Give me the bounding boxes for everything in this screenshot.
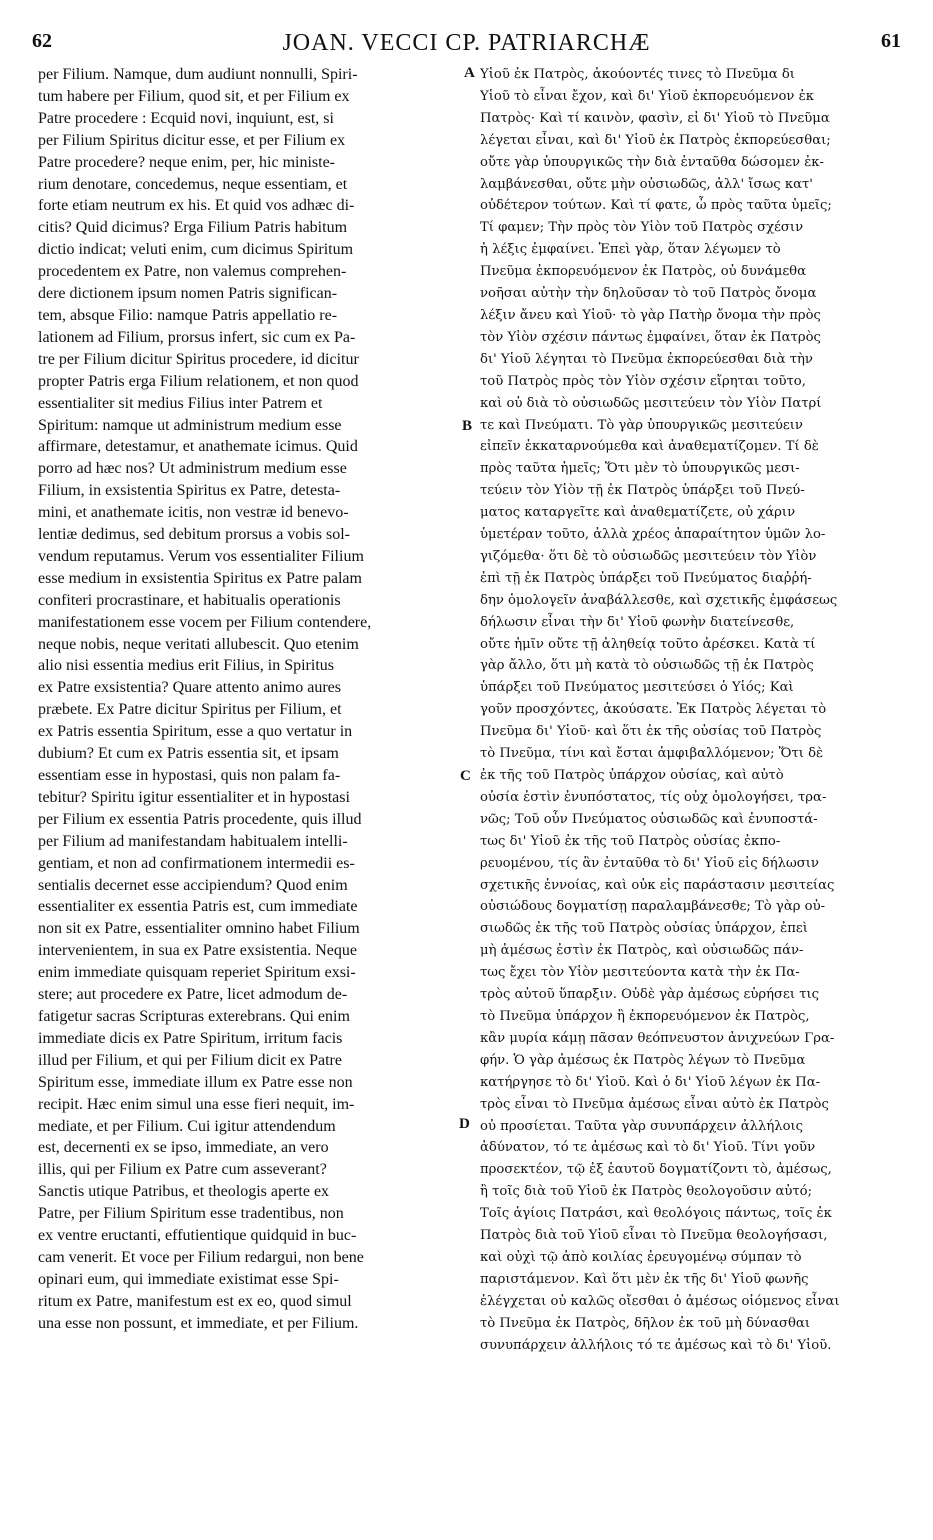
greek-text-line: τὸ Πνεῦμα ἐκ Πατρὸς, δῆλον ἐκ τοῦ μὴ δύνασθαι: [480, 1315, 810, 1331]
greek-text-line: οὐδέτερον τούτων. Καὶ τί φατε, ὦ πρὸς ταῦτα ὑμεῖς;: [480, 198, 832, 214]
latin-text-line: immediate dicis ex Patre Spiritum, irritum facis: [38, 1029, 343, 1047]
greek-text-line: λέξιν ἄνευ καὶ Υἱοῦ· τὸ γὰρ Πατὴρ ὄνομα τὴν πρὸς: [480, 307, 821, 323]
latin-text-line: esse medium in exsistentia Spiritus ex Patre palam: [38, 569, 362, 587]
latin-text-line: est, decernenti ex se ipso, immediate, an vero: [38, 1139, 329, 1157]
latin-text-line: essentialiter sit medius Filius inter Patrem et: [38, 394, 323, 412]
greek-text-line: γοῦν προσχόντες, ἀκούσατε. Ἐκ Πατρὸς λέγεται τὸ: [480, 702, 827, 718]
greek-text-line: ὑπάρξει τοῦ Πνεύματος μεσιτεύσει ὁ Υἱός; Καὶ: [480, 680, 794, 696]
latin-text-line: vendum reputamus. Verum vos essentialiter Filium: [38, 547, 364, 565]
greek-text-line: νοῆσαι αὐτὴν τὴν δηλοῦσαν τὸ τοῦ Πατρὸς ὄνομα: [480, 286, 817, 302]
page-number-right: 61: [881, 30, 901, 52]
latin-column: [38, 64, 458, 1335]
greek-text-line: οὐ προσίεται. Ταῦτα γὰρ συνυπάρχειν ἀλλήλοις: [480, 1118, 804, 1134]
latin-text-line: tre per Filium dicitur Spiritus procedere, id dicitur: [38, 350, 359, 368]
greek-text-line: καὶ οὐ διὰ τὸ οὐσιωδῶς μεσιτεύειν τὸν Υἱὸν Πατρί: [480, 395, 822, 411]
greek-text-line: προσεκτέον, τῷ ἐξ ἑαυτοῦ δογματίζοντι τὸ, ἀμέσως,: [480, 1162, 832, 1178]
greek-text-line: οὐσιώδους δογματίσῃ παραλαμβάνεσθε; Τὸ γὰρ οὐ-: [480, 899, 826, 915]
latin-text-line: dictio indicat; veluti enim, cum dicimus Spiritum: [38, 241, 354, 259]
greek-text-line: λαμβάνεσθαι, οὔτε μὴν οὐσιωδῶς, ἀλλ' ἴσως κατ': [480, 176, 813, 192]
latin-text-line: rium denotare, concedemus, neque essentiam, et: [38, 175, 348, 193]
greek-text-line: σχετικῆς ἐννοίας, καὶ οὐκ εἰς παράστασιν μεσιτείας: [480, 877, 835, 893]
greek-text-line: Υἱοῦ τὸ εἶναι ἔχον, καὶ δι' Υἱοῦ ἐκπορευόμενον ἐκ: [480, 88, 814, 104]
greek-text-line: ἢ τοῖς διὰ τοῦ Υἱοῦ ἐκ Πατρὸς θεολογοῦσιν αὐτό;: [480, 1184, 813, 1200]
latin-text-line: per Filium ex essentia Patris procedente, quis illud: [38, 810, 362, 828]
latin-text-line: Spiritum: namque ut administrum medium esse: [38, 416, 342, 434]
margin-letter-a: A: [464, 65, 475, 81]
latin-text-line: tum habere per Filium, quod sit, et per Filium ex: [38, 87, 350, 105]
greek-text-line: κατήργησε τὸ δι' Υἱοῦ. Καὶ ὁ δι' Υἱοῦ λέγων ἐκ Πα-: [480, 1074, 821, 1090]
latin-text-line: non sit ex Patre, essentialiter omnino habet Filium: [38, 920, 360, 938]
latin-text-line: dubium? Et cum ex Patris essentia sit, et ipsam: [38, 745, 339, 763]
margin-letter-b: B: [462, 418, 473, 434]
latin-text-line: Patre procedere? neque enim, per, hic ministe-: [38, 153, 336, 171]
greek-text-line: ἀδύνατον, τό τε ἀμέσως καὶ τὸ δι' Υἱοῦ. Τίνι γοῦν: [480, 1140, 816, 1156]
latin-text-line: mini, et anathemate icitis, non vestræ id benevo-: [38, 504, 349, 522]
greek-text-line: οὔτε γὰρ ὑπουργικῶς τὴν διὰ ἐνταῦθα δώσομεν ἐκ-: [480, 154, 825, 170]
latin-text-line: gentiam, et non ad confirmationem intermedii es-: [38, 854, 355, 872]
greek-text-line: κἂν μυρία κάμῃ πᾶσαν θεόπνευστον ἀνιχνεύων Γρα-: [480, 1030, 835, 1046]
latin-text-line: per Filium Spiritus dicitur esse, et per Filium ex: [38, 131, 346, 149]
greek-text-line: ἐπὶ τῇ ἐκ Πατρὸς ὑπάρξει τοῦ Πνεύματος διαῤῥή-: [480, 570, 812, 586]
latin-text-line: lentiæ dedimus, sed debitum prorsus a vobis sol-: [38, 526, 350, 544]
latin-text-line: alio nisi essentia medius erit Filius, in Spiritus: [38, 657, 334, 675]
greek-text-line: τε καὶ Πνεύματι. Τὸ γὰρ ὑπουργικῶς μεσιτεύειν: [480, 417, 803, 433]
latin-text-line: forte etiam neutrum ex his. Et quid vos adhæc di-: [38, 197, 355, 215]
greek-text-line: τρὸς εἶναι τὸ Πνεῦμα ἀμέσως εἶναι αὐτὸ ἐκ Πατρὸς: [480, 1096, 829, 1112]
latin-text-line: Patre, per Filium Spiritum esse tradentibus, non: [38, 1205, 344, 1223]
latin-text-line: una esse non possunt, et immediate, et per Filium.: [38, 1314, 359, 1332]
page-header: [30, 30, 903, 60]
greek-text-line: νῶς; Τοῦ οὖν Πνεύματος οὐσιωδῶς καὶ ἐνυποστά-: [480, 811, 818, 827]
latin-text-line: Filium, in exsistentia Spiritus ex Patre, detesta-: [38, 482, 341, 500]
latin-text-line: cam venerit. Et voce per Filium redargui, non bene: [38, 1248, 364, 1266]
greek-text-line: εἰπεῖν ἐκκαταρνούμεθα καὶ ἀναθεματίζομεν. Τί δὲ: [480, 439, 819, 455]
latin-text-line: affirmare, detestamur, et anathemate icimus. Quid: [38, 438, 358, 456]
greek-text-line: οὔτε ἡμῖν οὔτε τῇ ἀληθείᾳ τοῦτο ἀρέσκει. Κατὰ τί: [480, 636, 816, 652]
latin-text-line: præbete. Ex Patre dicitur Spiritus per Filium, et: [38, 701, 342, 719]
greek-text-line: τεύειν τὸν Υἱὸν τῇ ἐκ Πατρὸς ὑπάρξει τοῦ Πνεύ-: [480, 483, 805, 499]
latin-text-line: ex Patris essentia Spiritum, esse a quo vertatur in: [38, 723, 353, 741]
greek-text-line: τως ἔχει τὸν Υἱὸν μεσιτεύοντα κατὰ τὴν ἐκ Πα-: [480, 965, 800, 981]
greek-text-line: Υἱοῦ ἐκ Πατρὸς, ἀκούοντές τινες τὸ Πνεῦμα δι: [480, 67, 795, 82]
latin-text-line: essentiam esse in hypostasi, quis non palam fa-: [38, 767, 341, 784]
greek-text-line: ὑμετέραν τοῦτο, ἀλλὰ χρέος ἀπαραίτητον ὑμῶν λο-: [480, 527, 826, 543]
greek-text-line: Πατρὸς· Καὶ τί καινὸν, φασὶν, εἰ δι' Υἱοῦ τὸ Πνεῦμα: [480, 110, 830, 126]
greek-text-line: γὰρ ἄλλο, ὅτι μὴ κατὰ τὸ οὐσιωδῶς τῇ ἐκ Πατρὸς: [480, 658, 814, 674]
greek-text-line: σιωδῶς ἐκ τῆς τοῦ Πατρὸς οὐσίας ὑπάρχον, ἐπεὶ: [480, 921, 808, 937]
latin-text-line: Sanctis utique Patribus, et theologis aperte ex: [38, 1183, 330, 1201]
running-title: JOAN. VECCI CP. PATRIARCHÆ: [282, 30, 651, 56]
latin-text-line: manifestationem esse vocem per Filium contendere,: [38, 613, 372, 631]
greek-text-line: Τί φαμεν; Τὴν πρὸς τὸν Υἱὸν τοῦ Πατρὸς σχέσιν: [480, 220, 804, 236]
latin-text-line: Spiritum esse, immediate illum ex Patre esse non: [38, 1073, 353, 1091]
page-number-left: 62: [32, 30, 52, 52]
latin-text-line: recipit. Hæc enim simul una esse fieri nequit, im-: [38, 1095, 355, 1113]
latin-text-line: intervenientem, in sua ex Patre exsistentia. Neque: [38, 942, 358, 960]
margin-letter-d: D: [459, 1116, 470, 1132]
latin-text-line: enim immediate quisquam reperiet Spiritum exsi-: [38, 964, 356, 982]
greek-text-line: συνυπάρχειν ἀλλήλοις τό τε ἀμέσως καὶ τὸ δι' Υἱοῦ.: [480, 1337, 832, 1353]
latin-text-line: essentialiter ex essentia Patris est, cum immediate: [38, 898, 358, 916]
latin-text-line: ex ventre eructanti, effutientique quidquid in buc-: [38, 1227, 357, 1245]
greek-text-line: φήν. Ὁ γὰρ ἀμέσως ἐκ Πατρὸς λέγων τὸ Πνεῦμα: [480, 1052, 806, 1068]
greek-text-line: καὶ οὐχὶ τῷ ἀπὸ κοιλίας ἐρευγομένῳ σύμπαν τὸ: [480, 1249, 802, 1265]
greek-text-line: τρὸς αὐτοῦ ὕπαρξιν. Οὐδὲ γὰρ ἀμέσως εὑρήσει τις: [480, 987, 820, 1003]
greek-text-line: τὸ Πνεῦμα ὑπάρχον ἢ ἐκπορευόμενον ἐκ Πατρὸς,: [480, 1008, 810, 1024]
greek-text-line: τως δι' Υἱοῦ ἐκ τῆς τοῦ Πατρὸς οὐσίας ἐκπο-: [480, 833, 781, 849]
latin-text-line: neque nobis, neque veritati allubescit. Quo etenim: [38, 635, 359, 653]
latin-text-line: dere dictionem ipsum nomen Patris significan-: [38, 285, 338, 303]
latin-text-line: procedentem ex Patre, non valemus comprehen-: [38, 263, 347, 281]
greek-text-line: πρὸς ταῦτα ἡμεῖς; Ὅτι μὲν τὸ ὑπουργικῶς μεσι-: [480, 461, 800, 477]
latin-text-line: illis, qui per Filium ex Patre cum asseverant?: [38, 1161, 327, 1179]
greek-text-line: ρευομένου, τίς ἂν ἐνταῦθα τὸ δι' Υἱοῦ εἰς δήλωσιν: [480, 855, 819, 871]
latin-text-line: mediate, et per Filium. Cui igitur attendendum: [38, 1117, 336, 1135]
greek-text-line: τὸν Υἱὸν σχέσιν πάντως ἐμφαίνει, ὅταν ἐκ Πατρὸς: [480, 329, 821, 345]
latin-text-line: illud per Filium, et qui per Filium dicit ex Patre: [38, 1051, 342, 1069]
latin-text-line: ex Patre exsistentia? Quare attento animo aures: [38, 679, 341, 697]
latin-text-line: tebitur? Spiritu igitur essentialiter et in hypostasi: [38, 788, 350, 806]
greek-text-line: Τοῖς ἁγίοις Πατράσι, καὶ θεολόγοις πάντως, τοῖς ἐκ: [480, 1206, 832, 1222]
latin-text-line: Patre procedere : Ecquid novi, inquiunt, est, si: [38, 109, 334, 127]
latin-text-line: per Filium ad manifestandam habitualem intelli-: [38, 832, 348, 850]
greek-text-line: λέγεται εἶναι, καὶ δι' Υἱοῦ ἐκ Πατρὸς ἐκπορεύεσθαι;: [480, 132, 831, 148]
latin-text-line: opinari eum, qui immediate existimat esse Spi-: [38, 1270, 339, 1288]
greek-text-line: γιζόμεθα· ὅτι δὲ τὸ οὐσιωδῶς μεσιτεύειν τὸν Υἱὸν: [480, 548, 817, 564]
greek-text-line: παριστάμενον. Καὶ ὅτι μὲν ἐκ τῆς δι' Υἱοῦ φωνῆς: [480, 1271, 809, 1287]
greek-text-line: Πατρὸς διὰ τοῦ Υἱοῦ εἶναι τὸ Πνεῦμα θεολογήσασι,: [480, 1228, 828, 1244]
greek-text-line: μὴ ἀμέσως ἐστὶν ἐκ Πατρὸς, καὶ οὐσιωδῶς πάν-: [480, 943, 804, 959]
greek-text-line: τὸ Πνεῦμα, τίνι καὶ ἔσται ἀμφιβαλλόμενον; Ὅτι δὲ: [480, 746, 824, 762]
greek-text-line: ἐκ τῆς τοῦ Πατρὸς ὑπάρχον οὐσίας, καὶ αὐτὸ: [480, 768, 784, 783]
latin-text-line: stere; aut procedere ex Patre, licet admodum de-: [38, 986, 348, 1004]
greek-text-line: Πνεῦμα ἐκπορευόμενον ἐκ Πατρὸς, οὐ δυνάμεθα: [480, 264, 807, 280]
latin-text-line: ritum ex Patre, manifestum est ex eo, quod simul: [38, 1292, 352, 1310]
greek-text-line: δην ὁμολογεῖν ἀναβάλλεσθε, καὶ σχετικῆς ἐμφάσεως: [480, 592, 838, 608]
greek-column: [480, 64, 908, 1356]
latin-text-line: tem, absque Filio: namque Patris appellatio re-: [38, 306, 338, 324]
latin-text-line: lationem ad Filium, prorsus infert, sic cum ex Pa-: [38, 328, 356, 346]
greek-text-line: Πνεῦμα δι' Υἱοῦ· καὶ ὅτι ἐκ τῆς οὐσίας τοῦ Πατρὸς: [480, 724, 822, 740]
latin-text-line: porro ad hæc nos? Ut administrum medium esse: [38, 460, 347, 478]
latin-text-line: sentialis decernet esse accipiendum? Quod enim: [38, 876, 348, 894]
greek-text-line: ἡ λέξις ἐμφαίνει. Ἐπεὶ γὰρ, ὅταν λέγωμεν τὸ: [480, 242, 781, 258]
greek-text-line: ματος καταργεῖτε καὶ ἀναθεματίζετε, οὐ χάριν: [480, 505, 796, 521]
greek-text-line: οὐσία ἐστὶν ἐνυπόστατος, τίς οὐχ ὁμολογήσει, τρα-: [480, 789, 827, 805]
latin-text-line: citis? Quid dicimus? Erga Filium Patris habitum: [38, 219, 348, 237]
greek-text-line: ἐλέγχεται οὐ καλῶς οἴεσθαι ὁ ἀμέσως οἰόμενος εἶναι: [480, 1293, 840, 1309]
latin-text-line: per Filium. Namque, dum audiunt nonnulli, Spiri-: [38, 66, 358, 83]
greek-text-line: τοῦ Πατρὸς πρὸς τὸν Υἱὸν σχέσιν εἴρηται τοῦτο,: [480, 373, 806, 389]
greek-text-line: δι' Υἱοῦ λέγηται τὸ Πνεῦμα ἐκπορεύεσθαι διὰ τὴν: [480, 351, 813, 367]
margin-letter-c: C: [460, 768, 471, 784]
latin-text-line: confiteri procrastinare, et habitualis operationis: [38, 591, 341, 609]
latin-text-line: propter Patris erga Filium relationem, et non quod: [38, 372, 359, 390]
latin-text-line: fatigetur sacras Scripturas exterebrans. Qui enim: [38, 1007, 350, 1025]
greek-text-line: δήλωσιν εἶναι τὴν δι' Υἱοῦ φωνὴν διατείνεσθε,: [480, 614, 795, 630]
